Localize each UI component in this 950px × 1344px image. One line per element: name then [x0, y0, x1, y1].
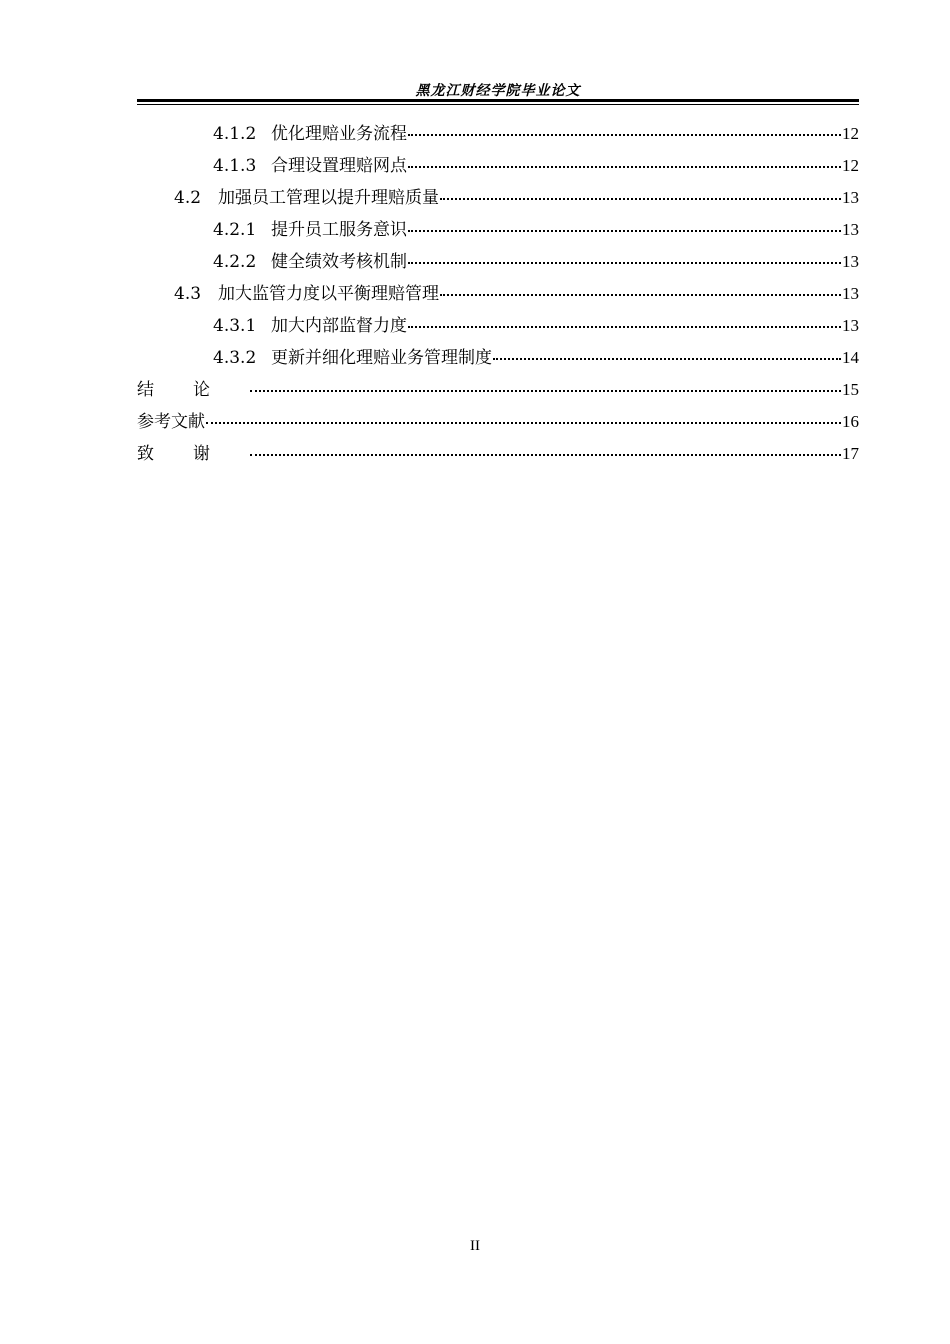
toc-entry-number: 4.3 — [174, 284, 202, 304]
toc-entry-page: 13 — [842, 284, 859, 303]
toc-entry-number: 4.3.1 — [213, 316, 257, 336]
toc-entry-4-3[interactable] — [137, 282, 859, 314]
toc-dot-leader — [250, 453, 841, 456]
toc-dot-leader — [206, 421, 841, 424]
toc-dot-leader — [408, 133, 841, 136]
toc-entry-title: 结论 — [137, 380, 249, 400]
toc-entry-title: 优化理赔业务流程 — [271, 124, 407, 144]
toc-entry-title: 加大监管力度以平衡理赔管理 — [218, 284, 439, 304]
toc-dot-leader — [408, 261, 841, 264]
toc-entry-number: 4.2.2 — [213, 252, 257, 272]
toc-entry-page: 15 — [842, 380, 859, 399]
toc-entry-page: 13 — [842, 316, 859, 335]
toc-entry-page: 17 — [842, 444, 859, 463]
toc-entry-page: 13 — [842, 252, 859, 271]
toc-dot-leader — [250, 389, 841, 392]
toc-entry-page: 13 — [842, 188, 859, 207]
toc-entry-page: 13 — [842, 220, 859, 239]
toc-entry-acknowledgements[interactable] — [137, 442, 859, 474]
toc-entry-title: 加大内部监督力度 — [271, 316, 407, 336]
toc-entry-title: 加强员工管理以提升理赔质量 — [218, 188, 439, 208]
toc-entry-4-2-2[interactable] — [137, 250, 859, 282]
toc-dot-leader — [440, 293, 841, 296]
toc-entry-4-2[interactable] — [137, 186, 859, 218]
toc-entry-title: 健全绩效考核机制 — [271, 252, 407, 272]
header-rule-thin — [137, 104, 859, 105]
page-number: II — [470, 1238, 480, 1254]
toc-entry-title: 合理设置理赔网点 — [271, 156, 407, 176]
toc-entry-number: 4.1.3 — [213, 156, 257, 176]
toc-entry-page: 12 — [842, 124, 859, 143]
toc-entry-4-2-1[interactable] — [137, 218, 859, 250]
toc-entry-4-3-1[interactable] — [137, 314, 859, 346]
toc-entry-4-3-2[interactable] — [137, 346, 859, 378]
toc-dot-leader — [440, 197, 841, 200]
toc-dot-leader — [408, 229, 841, 232]
toc-entry-number: 4.2 — [174, 188, 202, 208]
toc-entry-page: 12 — [842, 156, 859, 175]
toc-entry-number: 4.3.2 — [213, 348, 257, 368]
toc-entry-title: 提升员工服务意识 — [271, 220, 407, 240]
toc-dot-leader — [408, 165, 841, 168]
toc-dot-leader — [493, 357, 841, 360]
page-header-title: 黑龙江财经学院毕业论文 — [415, 83, 581, 99]
toc-entry-4-1-2[interactable] — [137, 122, 859, 154]
toc-entry-title: 更新并细化理赔业务管理制度 — [271, 348, 492, 368]
toc-entry-page: 14 — [842, 348, 859, 367]
toc-entry-title: 参考文献 — [137, 412, 205, 432]
table-of-contents — [137, 122, 859, 474]
toc-entry-conclusion[interactable] — [137, 378, 859, 410]
toc-entry-title: 致谢 — [137, 444, 249, 464]
toc-entry-4-1-3[interactable] — [137, 154, 859, 186]
toc-dot-leader — [408, 325, 841, 328]
toc-entry-number: 4.1.2 — [213, 124, 257, 144]
header-rule-thick — [137, 99, 859, 102]
toc-entry-page: 16 — [842, 412, 859, 431]
toc-entry-references[interactable] — [137, 410, 859, 442]
toc-entry-number: 4.2.1 — [213, 220, 257, 240]
